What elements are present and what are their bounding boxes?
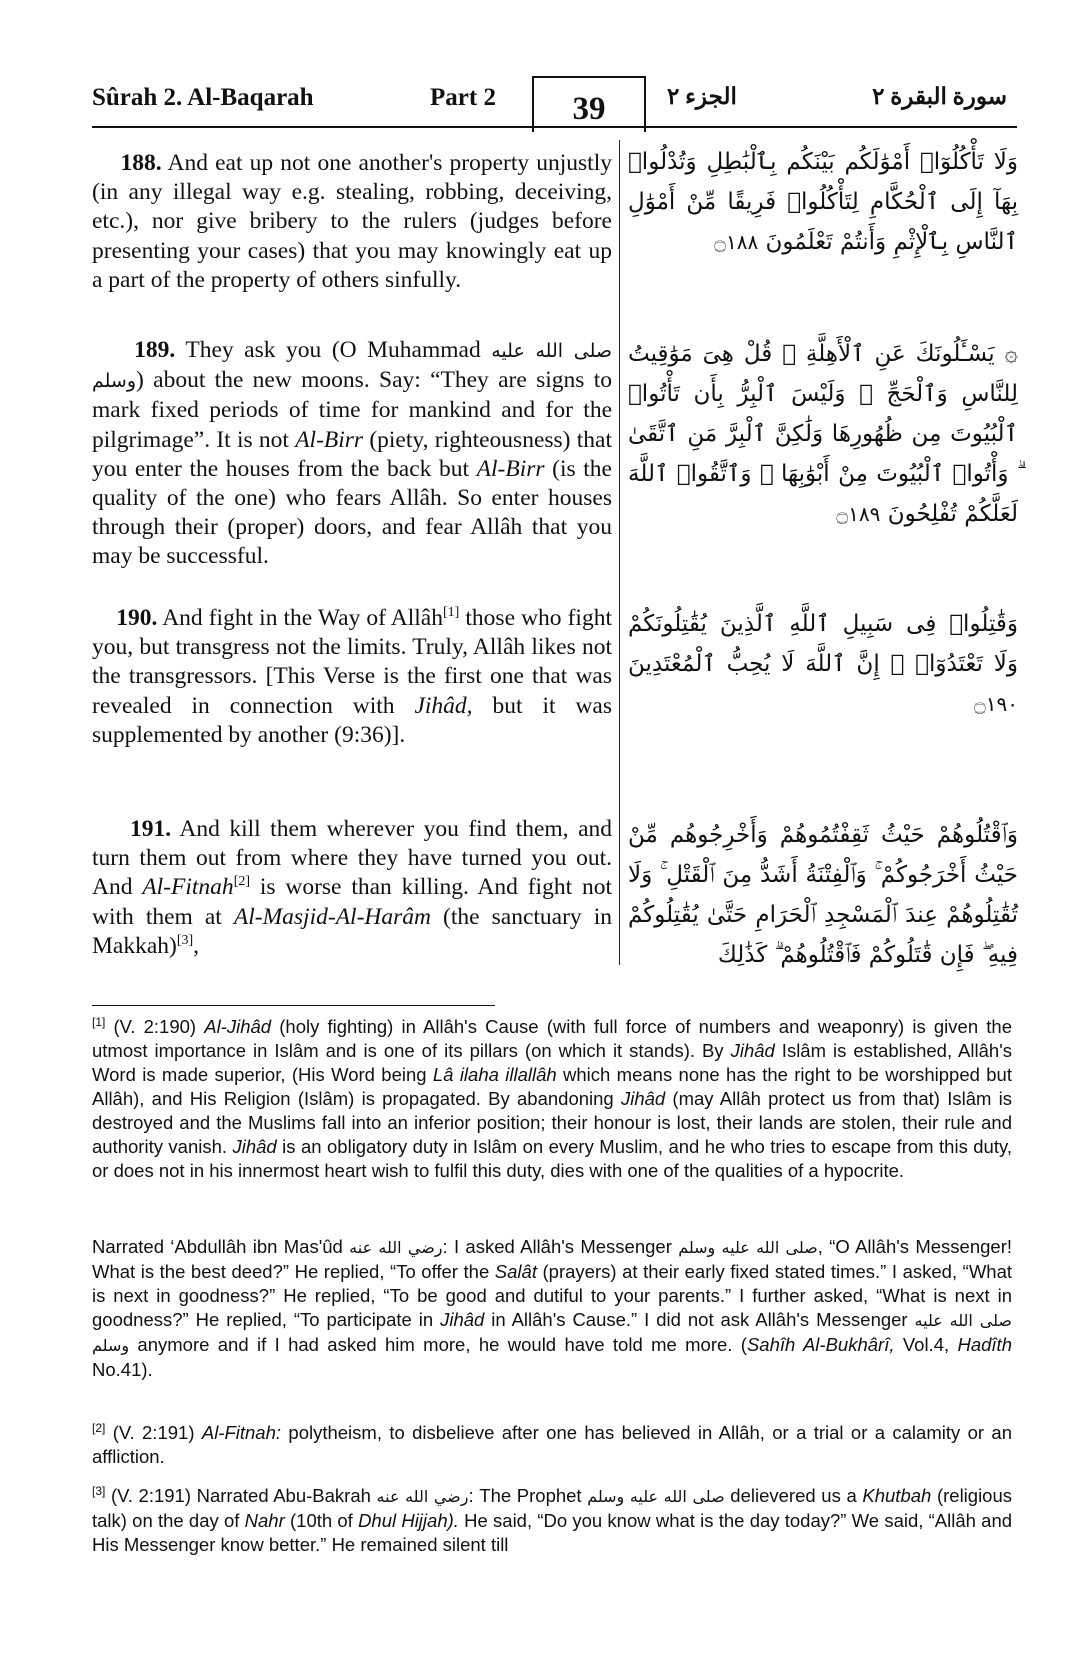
ayah-end-marker: ۝١٨٩	[836, 502, 881, 526]
term-italic: Nahr	[244, 1510, 285, 1531]
verse-190-english	[92, 604, 612, 750]
surah-title-arabic: سورة البقرة ٢	[872, 84, 1007, 109]
ayah-end-marker: ۝١٩٠	[974, 692, 1018, 716]
salawat-arabic: صلى الله عليه وسلم	[587, 1487, 725, 1506]
page-number: 39	[532, 76, 646, 132]
footnote-text: Narrated ‘Abdullâh ibn Mas'ûd	[92, 1236, 350, 1257]
salawat-arabic: صلى الله عليه وسلم	[678, 1238, 818, 1257]
verse-text: ,	[193, 932, 200, 959]
verse-text: And eat up not one another's property unjustly (in any illegal way e.g. stealing, robbing, deceiving, etc.), nor give bribery to the rulers (judges before presenting your cases) that you may knowingly eat up a part of the property of others sinfully.	[92, 150, 612, 293]
term-italic: Jihâd	[232, 1136, 277, 1157]
verse-191-english	[92, 815, 612, 961]
footnote-text: : The Prophet	[468, 1485, 588, 1506]
footnote-ref[interactable]: [3]	[176, 932, 194, 948]
part-label-arabic: الجزء ٢	[667, 84, 737, 109]
salawat-arabic: صلى الله عليه وسلم	[92, 340, 612, 393]
footnote-text: : I asked Allâh's Messenger	[442, 1236, 679, 1257]
term-italic: Khutbah	[862, 1485, 932, 1506]
verse-text: is worse than killing. And fight not with them at	[92, 874, 612, 930]
honorific-arabic: رضي الله عنه	[376, 1487, 469, 1506]
footnote-text: anymore and if I had asked him more, he would have told me more. (	[129, 1334, 747, 1355]
term-italic: Sahîh Al-Bukhârî,	[746, 1334, 895, 1355]
arabic-text: وَٱقْتُلُوهُمْ حَيْثُ ثَقِفْتُمُوهُمْ وَأَخْرِجُوهُم مِّنْ حَيْثُ أَخْرَجُوكُمْ ۚ وَٱلْفِتْنَةُ أَشَدُّ مِنَ ٱلْقَتْلِ ۚ وَلَا تُقَٰتِلُوهُمْ عِندَ ٱلْمَسْجِدِ ٱلْحَرَامِ حَتَّىٰ يُقَٰتِلُوكُمْ فِيهِ ۖ فَإِن قَٰتَلُوكُمْ فَٱقْتُلُوهُمْ ۗ كَذَٰلِكَ	[628, 822, 1018, 968]
verse-190-arabic	[628, 604, 1018, 724]
footnote-1-hadith	[92, 1235, 1012, 1382]
verse-text: but it was supplemented by another (9:36)].	[92, 692, 612, 748]
footnote-marker: [2]	[92, 1420, 106, 1435]
term-italic: Jihâd	[620, 1088, 666, 1109]
verse-text: (is the quality of the one) who fears Allâh. So enter houses through their (proper) doors, and fear Allâh that you may be successful.	[92, 455, 612, 570]
footnote-text: in Allâh's Cause.” I did not ask Allâh's Messenger	[484, 1309, 915, 1330]
term-italic: Al-Fitnah	[142, 874, 234, 901]
verse-188-english	[92, 149, 612, 295]
term-italic: Salât	[494, 1261, 537, 1282]
term-italic: Al-Fitnah:	[201, 1422, 282, 1443]
column-divider	[619, 140, 620, 965]
verse-number: 190.	[116, 605, 158, 631]
salawat-arabic: صلى الله عليه وسلم	[92, 1311, 1012, 1355]
footnote-text: (may Allâh protect us from that) Islâm is destroyed and the Muslims fall into an inferior position; their honour is lost, their lands are stolen, their rule and authority vanish.	[92, 1088, 1012, 1157]
footnote-text: which means none has the right to be worshipped but Allâh), and His Religion (Islâm) is propagated. By abandoning	[92, 1064, 1012, 1109]
term-italic: Jihâd	[440, 1309, 485, 1330]
part-label-english: Part 2	[430, 84, 496, 111]
footnote-text: polytheism, to disbelieve after one has believed in Allâh, or a trial or a calamity or an affliction.	[92, 1422, 1012, 1467]
header-rule	[92, 126, 1017, 128]
verse-text: (piety, righteousness) that you enter the houses from the back but	[92, 426, 612, 482]
footnote-text: No.41).	[92, 1359, 153, 1380]
term-italic: Dhul Hijjah).	[358, 1510, 459, 1531]
verse-text: ) about the new moons. Say: “They are signs to mark fixed periods of time for mankind and for the pilgrimage”. It is not	[92, 367, 612, 453]
ayah-end-marker: ۝١٨٨	[714, 230, 759, 254]
verse-189-arabic	[628, 334, 1018, 534]
verse-text: And kill them wherever you find them, and turn them out from where they have turned you out. And	[92, 816, 612, 901]
term-italic: Hadîth	[957, 1334, 1012, 1355]
term-italic: Jihâd,	[414, 692, 473, 719]
footnote-ref[interactable]: [2]	[233, 874, 251, 890]
term-italic: Lâ ilaha illallâh	[432, 1064, 557, 1085]
footnote-ref[interactable]: [1]	[443, 605, 460, 621]
footnote-text: (V. 2:191)	[105, 1422, 202, 1443]
footnote-1	[92, 1015, 1012, 1183]
footnote-rule	[92, 1005, 495, 1006]
verse-number: 191.	[130, 816, 172, 842]
verse-188-arabic	[628, 142, 1018, 262]
verse-189-english	[92, 336, 612, 572]
footnote-text: Vol.4,	[894, 1334, 958, 1355]
arabic-text: ۞ يَسْـَٔلُونَكَ عَنِ ٱلْأَهِلَّةِ ۖ قُلْ هِىَ مَوَٰقِيتُ لِلنَّاسِ وَٱلْحَجِّ ۗ وَلَيْسَ ٱلْبِرُّ بِأَن تَأْتُوا۟ ٱلْبُيُوتَ مِن ظُهُورِهَا وَلَٰكِنَّ ٱلْبِرَّ مَنِ ٱتَّقَىٰ ۗ وَأْتُوا۟ ٱلْبُيُوتَ مِنْ أَبْوَٰبِهَا ۚ وَٱتَّقُوا۟ ٱللَّهَ لَعَلَّكُمْ تُفْلِحُونَ	[628, 341, 1018, 527]
verse-number: 188.	[120, 150, 162, 176]
arabic-text: وَقَٰتِلُوا۟ فِى سَبِيلِ ٱللَّهِ ٱلَّذِينَ يُقَٰتِلُونَكُمْ وَلَا تَعْتَدُوٓا۟ ۚ إِنَّ ٱللَّهَ لَا يُحِبُّ ٱلْمُعْتَدِينَ	[628, 611, 1018, 677]
footnote-marker: [1]	[92, 1014, 106, 1029]
footnote-3	[92, 1484, 1012, 1557]
honorific-arabic: رضي الله عنه	[349, 1238, 443, 1257]
footnote-marker: [3]	[92, 1483, 106, 1498]
footnote-text: (10th of	[284, 1510, 359, 1531]
verse-number: 189.	[134, 337, 176, 363]
footnote-text: (holy fighting) in Allâh's Cause (with full force of numbers and weaponry) is given the utmost importance in Islâm and is one of its pillars (on which it stands). By	[92, 1016, 1012, 1061]
footnote-text: (V. 2:190)	[105, 1016, 205, 1037]
term-italic: Al-Jihâd	[204, 1016, 272, 1037]
surah-title-english: Sûrah 2. Al-Baqarah	[92, 84, 314, 111]
term-italic: Al-Masjid-Al-Harâm	[233, 903, 431, 930]
footnote-text: (prayers) at their early fixed stated times.” I asked, “What is next in goodness?” He replied, “To be good and dutiful to your parents.” I further asked, “What is next in goodness?” He replied, “To participate in	[92, 1261, 1012, 1330]
arabic-text: وَلَا تَأْكُلُوٓا۟ أَمْوَٰلَكُم بَيْنَكُم بِٱلْبَٰطِلِ وَتُدْلُوا۟ بِهَآ إِلَى ٱلْحُكَّامِ لِتَأْكُلُوا۟ فَرِيقًا مِّنْ أَمْوَٰلِ ٱلنَّاسِ بِٱلْإِثْمِ وَأَنتُمْ تَعْلَمُونَ	[628, 149, 1018, 255]
footnote-text: He said, “Do you know what is the day today?” We said, “Allâh and His Messenger know better.” He remained silent till	[92, 1510, 1013, 1555]
footnote-2	[92, 1421, 1012, 1469]
footnote-text: Islâm is established, Allâh's Word is made superior, (His Word being	[92, 1040, 1012, 1085]
verse-text: And fight in the Way of Allâh	[162, 605, 443, 631]
term-italic: Jihâd	[730, 1040, 775, 1061]
footnote-text: (V. 2:191) Narrated Abu-Bakrah	[105, 1485, 377, 1506]
footnote-text: is an obligatory duty in Islâm on every Muslim, and he who tries to escape from this duty, or does not in his innermost heart wish to fulfil this duty, dies with one of the qualities of a hypocrite.	[92, 1136, 1012, 1181]
term-italic: Al-Birr	[476, 455, 545, 482]
term-italic: Al-Birr	[295, 426, 364, 453]
verse-191-arabic	[628, 815, 1018, 975]
page-header	[92, 78, 1017, 128]
footnote-text: (religious talk) on the day of	[92, 1485, 1013, 1531]
verse-text: (the sanctuary in Makkah)	[92, 903, 612, 959]
verse-text: those who fight you, but transgress not the limits. Truly, Allâh likes not the transgressors. [This Verse is the first one that was revealed in connection with	[92, 605, 612, 719]
footnote-text: , “O Allâh's Messenger! What is the best deed?” He replied, “To offer the	[92, 1236, 1012, 1282]
verse-text: They ask you (O Muhammad	[185, 337, 492, 363]
footnote-text: delievered us a	[724, 1485, 863, 1506]
